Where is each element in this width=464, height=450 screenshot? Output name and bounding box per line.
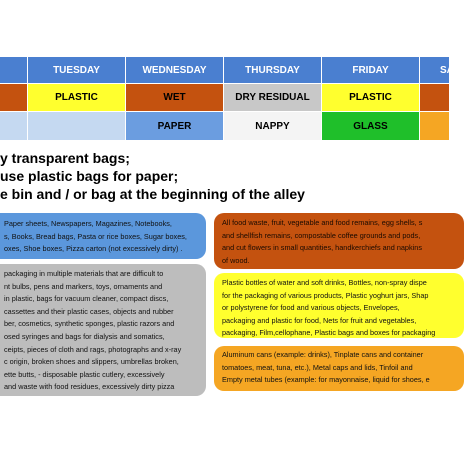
cell-thursday-nappy: NAPPY <box>224 112 322 141</box>
metal-line-3: Empty metal tubes (example: for mayonnaise, liquid for shoes, e <box>222 375 430 385</box>
cell-tuesday-empty <box>28 112 126 141</box>
rule-line-2: use plastic bags for paper; <box>0 168 179 184</box>
cell-saturday-partial <box>420 112 450 141</box>
paper-line-3: oxes, Shoe boxes, Pizza carton (not excessively dirty) . <box>4 244 183 254</box>
paper-line-2: s, Books, Bread bags, Pasta or rice boxes, Sugar boxes, <box>4 231 187 241</box>
dry-line-2: nt bulbs, pens and markers, toys, ornaments and <box>4 281 163 291</box>
metal-line-1: Aluminum cans (example: drinks), Tinplate cans and container <box>222 350 424 359</box>
paper-items-box <box>0 213 206 259</box>
dry-line-9: ette butts, - disposable plastic cutlery, excessively <box>4 369 165 379</box>
metal-line-2: tomatoes, meat, tuna, etc.), Metal caps and lids, Tinfoil and <box>222 362 413 372</box>
wet-items-box <box>214 213 464 269</box>
wet-line-2: and shellfish remains, compostable coffee grounds and pods, <box>222 230 421 240</box>
plastic-line-2: for the packaging of various products, Plastic yoghurt jars, Shap <box>222 290 429 300</box>
header-tuesday: TUESDAY <box>28 57 126 84</box>
cell-monday-empty-partial <box>0 112 28 141</box>
header-thursday: THURSDAY <box>224 57 322 84</box>
wet-line-4: of wood. <box>222 255 250 265</box>
cell-friday-glass: GLASS <box>322 112 420 141</box>
rule-line-3: e bin and / or bag at the beginning of the alley <box>0 186 305 202</box>
collection-schedule-table <box>0 57 454 141</box>
header-saturday-partial: SA <box>420 57 450 84</box>
dry-line-10: and waste with food residues, excessively dirty pizza <box>4 382 175 392</box>
cell-monday-wet-partial <box>0 84 28 112</box>
dry-line-3: in plastic, bags for vacuum cleaner, compact discs, <box>4 294 169 304</box>
dry-line-5: ber, cosmetics, synthetic sponges, plastic razors and <box>4 319 175 329</box>
plastic-items-box <box>214 273 464 338</box>
cell-friday-plastic: PLASTIC <box>322 84 420 112</box>
wet-line-3: and cut flowers in small quantities, handkerchiefs and napkins <box>222 243 422 253</box>
cell-wednesday-paper: PAPER <box>126 112 224 141</box>
cell-saturday-wet-partial <box>420 84 450 112</box>
dry-residual-items-box <box>0 264 206 396</box>
metal-items-box <box>214 346 464 391</box>
cell-wednesday-wet: WET <box>126 84 224 112</box>
paper-line-1: Paper sheets, Newspapers, Magazines, Notebooks, <box>4 219 172 228</box>
dry-line-6: osed syringes and bags for dialysis and somatics, <box>4 331 165 341</box>
rules-text <box>0 150 450 205</box>
header-monday-partial <box>0 57 28 84</box>
wet-line-1: All food waste, fruit, vegetable and food remains, egg shells, s <box>222 218 423 227</box>
cell-thursday-dry-residual: DRY RESIDUAL <box>224 84 322 112</box>
dry-line-4: cassettes and their plastic cases, objects and rubber <box>4 306 174 316</box>
dry-line-8: c origin, broken shoes and slippers, umbrellas broken, <box>4 357 179 367</box>
plastic-line-4: packaging and plastic for food, Nets for fruit and vegetables, <box>222 315 417 325</box>
rule-line-1: y transparent bags; <box>0 150 130 166</box>
header-friday: FRIDAY <box>322 57 420 84</box>
cell-tuesday-plastic: PLASTIC <box>28 84 126 112</box>
dry-line-7: ceipts, pieces of cloth and rags, photographs and x-ray <box>4 344 182 354</box>
plastic-line-3: or polystyrene for food and various objects, Envelopes, <box>222 303 400 313</box>
dry-line-1: packaging in multiple materials that are difficult to <box>4 269 164 278</box>
plastic-line-5: packaging, Film,cellophane, Plastic bags and boxes for packaging <box>222 328 436 338</box>
header-wednesday: WEDNESDAY <box>126 57 224 84</box>
plastic-line-1: Plastic bottles of water and soft drinks, Bottles, non-spray dispe <box>222 278 427 287</box>
